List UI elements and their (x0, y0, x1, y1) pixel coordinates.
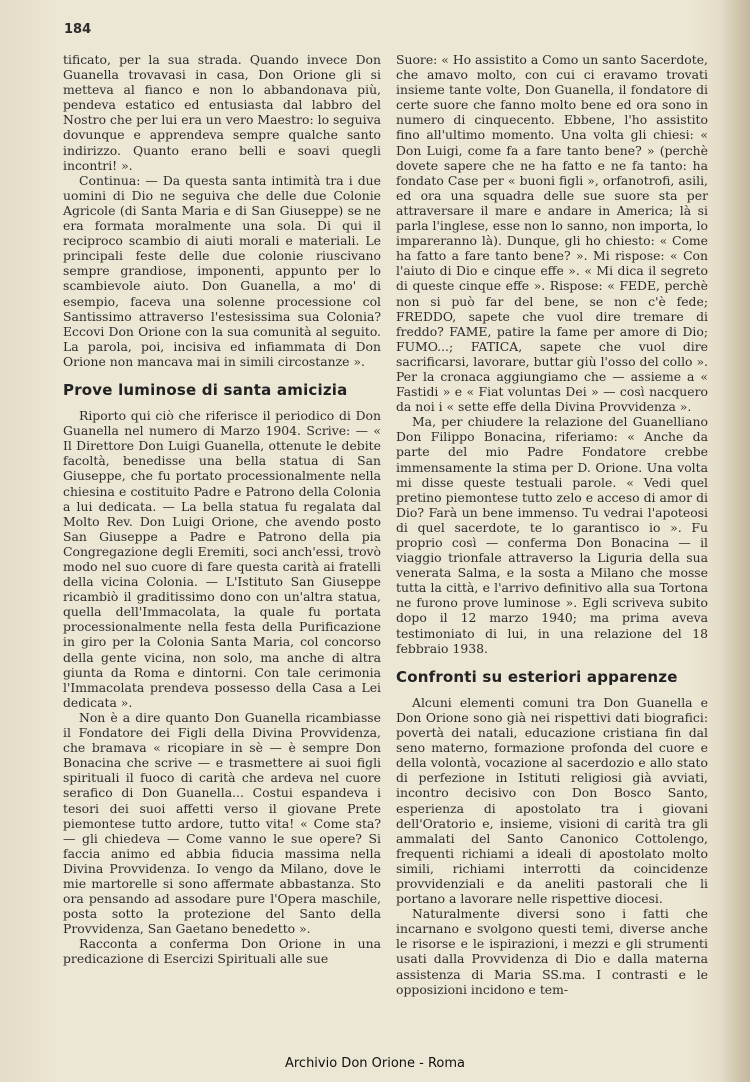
section-heading: Prove luminose di santa amicizia (63, 380, 348, 399)
page-edge-shadow (720, 0, 750, 1082)
paragraph: Non è a dire quanto Don Guanella ricambiasse il Fondatore dei Figli della Divina Provvidenza, che bramava « ricopiare in sè — è sempre Don Bonacina che scrive — e trasmettere ai suoi figli spirituali il fuoco di carità che ardeva nel cuore serafico di Don Guanella... Costui espandeva i tesori dei suoi affetti verso il giovane Prete piemontese tutto ardore, tutto vita! « Come sta? — gli chiedeva — Come vanno le sue opere? Si faccia animo ed abbia fiducia massima nella Divina Provvidenza. Io vengo da Milano, dove le mie martorelle si sono affermate abbastanza. Sto ora pensando ad assodare pure l'Opera maschile, posta sotto la protezione del Santo della Provvidenza, San Gaetano benedetto ». (63, 709, 381, 937)
left-column (63, 52, 381, 967)
paragraph: Continua: — Da questa santa intimità tra i due uomini di Dio ne seguiva che delle due Colonie Agricole (di Santa Maria e di San Giuseppe) se ne era formata moralmente una sola. Di qui il reciproco scambio di aiuti morali e materiali. Le principali feste delle due colonie riuscivano sempre grandiose, imponenti, appunto per lo scambievole aiuto. Don Guanella, a mo' di esempio, faceva una solenne processione col Santissimo attraverso l'estesissima sua Colonia? Eccovi Don Orione con la sua comunità al seguito. La parola, poi, incisiva ed infiammata di Don Orione non mancava mai in simili circostanze ». (63, 172, 381, 369)
paragraph: Naturalmente diversi sono i fatti che incarnano e svolgono questi temi, diverse anche le risorse e le ispirazioni, i mezzi e gli strumenti usati dalla Provvidenza di Dio e dalla materna assistenza di Maria SS.ma. I contrasti e le opposizioni incidono e tem- (396, 906, 708, 997)
section-heading: Confronti su esteriori apparenze (396, 667, 678, 686)
page-number: 184 (64, 22, 92, 37)
paragraph: Racconta a conferma Don Orione in una predicazione di Esercizi Spirituali alle sue (63, 936, 381, 967)
paragraph: tificato, per la sua strada. Quando invece Don Guanella trovavasi in casa, Don Orione gli si metteva al fianco e non lo abbandonava più, pendeva estatico ed entusiasta dal labbro del Nostro che per lui era un vero Maestro: lo seguiva dovunque e apprendeva sempre qualche santo indirizzo. Quanto erano belli e soavi quegli incontri! ». (63, 52, 381, 173)
archive-footer: Archivio Don Orione - Roma (284, 1056, 466, 1071)
paragraph: Alcuni elementi comuni tra Don Guanella e Don Orione sono già nei rispettivi dati biografici: povertà dei natali, educazione cristiana fin dal seno materno, formazione profonda del cuore e della volontà, vocazione al sacerdozio e allo stato di perfezione in Istituti religiosi già avviati, incontro decisivo con Don Bosco Santo, esperienza di apostolato tra i giovani dell'Oratorio e, insieme, visioni di carità tra gli ammalati del Santo Canonico Cottolengo, frequenti richiami a ideali di apostolato molto simili, richiami interrotti da coincidenze provvidenziali e da aneliti pastorali che li portano a lavorare nelle rispettive diocesi. (396, 694, 708, 907)
paragraph: Suore: « Ho assistito a Como un santo Sacerdote, che amavo molto, con cui ci eravamo trovati insieme tante volte, Don Guanella, il fondatore di certe suore che fanno molto bene ed ora sono in numero di cinquecento. Ebbene, l'ho assistito fino all'ultimo momento. Una volta gli chiesi: « Don Luigi, come fa a fare tanto bene? » (perchè dovete sapere che ne ha fatto e ne fa tanto: ha fondato Case per « buoni figli », orfanotrofi, asili, ed ora una squadra delle sue suore sta per attraversare il mare e andare in America; là si parla l'inglese, esse non lo sanno, non importa, lo impareranno là). Dunque, gli ho chiesto: « Come ha fatto a fare tanto bene? ». Mi rispose: « Con l'aiuto di Dio e cinque effe ». « Mi dica il segreto di queste cinque effe ». Rispose: « FEDE, perchè non si può far del bene, se non c'è fede; FREDDO, sapete che vuol dire tremare di freddo? FAME, patire la fame per amore di Dio; FUMO...; FATICA, sapete che vuol dire sacrificarsi, lavorare, buttar giù l'osso del collo ». Per la cronaca aggiungiamo che — assieme a « Fastidi » e « Fiat voluntas Dei » — così nacquero da noi i « sette effe della Divina Provvidenza ». (396, 52, 708, 415)
paragraph: Riporto qui ciò che riferisce il periodico di Don Guanella nel numero di Marzo 1904. Scrive: — « Il Direttore Don Luigi Guanella, ottenute le debite facoltà, benedisse una bella statua di San Giuseppe, che fu portato processionalmente nella chiesina e costituito Padre e Patrono della Colonia a lui dedicata. — La bella statua fu regalata dal Molto Rev. Don Luigi Orione, che avendo posto San Giuseppe a Padre e Patrono della pia Congregazione degli Eremiti, soci anch'essi, trovò modo nel suo cuore di fare questa carità ai fratelli della vicina Colonia. — L'Istituto San Giuseppe ricambiò il graditissimo dono con un'altra statua, quella dell'Immacolata, la quale fu portata processionalmente nella festa della Purificazione in giro per la Colonia Santa Maria, col concorso della gente vicina, non solo, ma anche di altra giunta da Roma e dintorni. Con tale cerimonia l'Immacolata prendeva possesso della Casa a Lei dedicata ». (63, 408, 381, 710)
right-column (396, 52, 708, 997)
paragraph: Ma, per chiudere la relazione del Guanelliano Don Filippo Bonacina, riferiamo: « Anche da parte del mio Padre Fondatore crebbe immensamente la stima per D. Orione. Una volta mi disse queste testuali parole. « Vedi quel pretino piemontese tutto zelo e acceso di amor di Dio? Farà un bene immenso. Tu vedrai l'apoteosi di quel sacerdote, te lo garantisco io ». Fu proprio così — conferma Don Bonacina — il viaggio trionfale attraverso la Liguria della sua venerata Salma, e la sosta a Milano che mosse tutta la città, e l'arrivo definitivo alla sua Tortona ne furono prove luminose ». Egli scriveva subito dopo il 12 marzo 1940; ma prima aveva testimoniato di lui, in una relazione del 18 febbraio 1938. (396, 414, 708, 656)
